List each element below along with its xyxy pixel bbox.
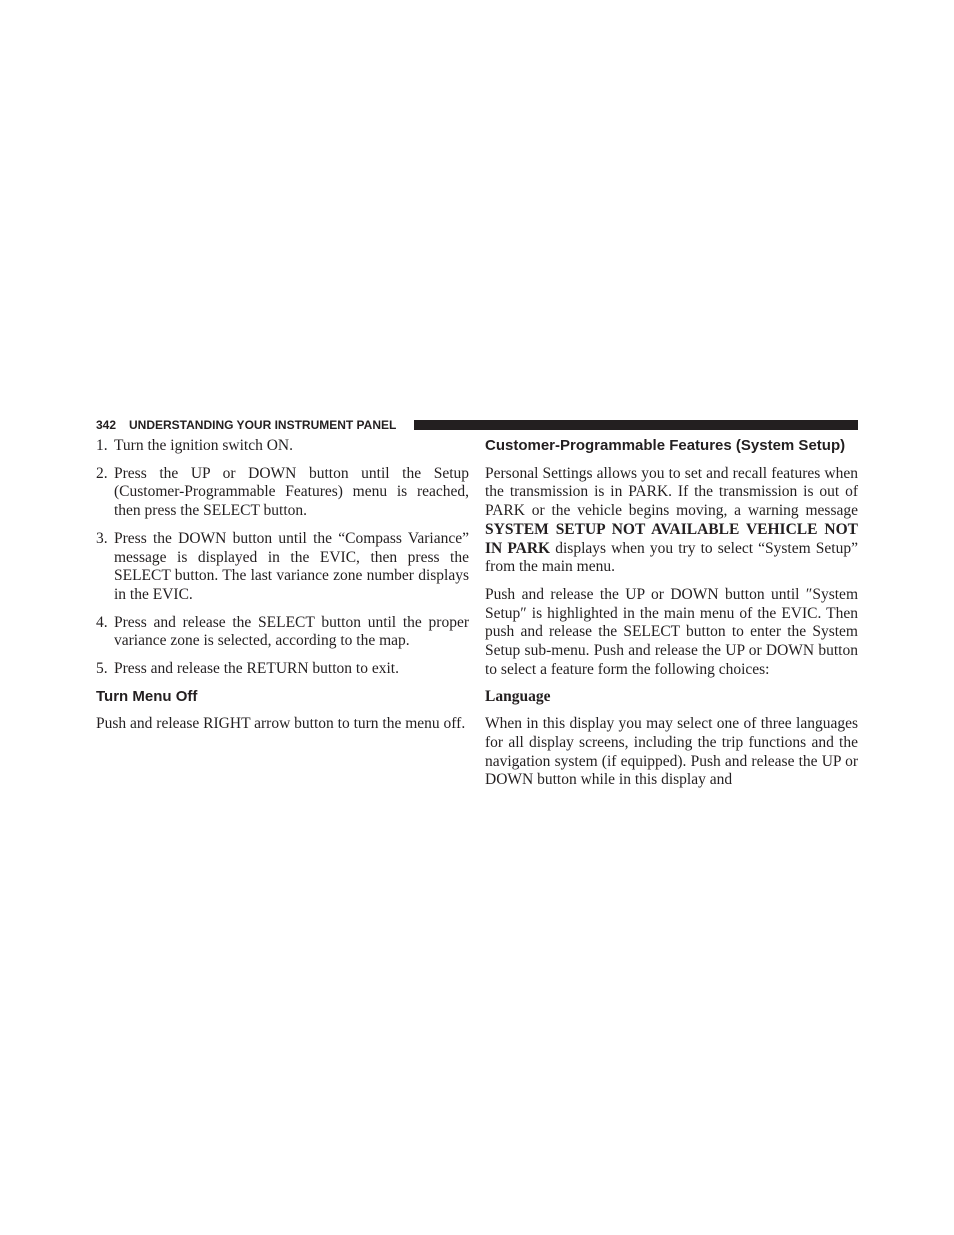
step-text: Press the UP or DOWN button until the Setup (Customer-Programmable Features) menu is reached, then press the SELECT button. xyxy=(114,464,469,520)
compass-variance-steps xyxy=(96,437,469,679)
list-item xyxy=(96,465,469,521)
language-heading: Language xyxy=(485,688,551,706)
step-number: 3. xyxy=(96,529,108,547)
page-header xyxy=(96,417,858,433)
step-text: Press and release the SELECT button until the proper variance zone is selected, according to the map. xyxy=(114,613,469,650)
list-item xyxy=(96,437,469,456)
step-number: 2. xyxy=(96,464,108,482)
list-item xyxy=(96,530,469,605)
page-number: 342 xyxy=(96,418,117,432)
list-item xyxy=(96,614,469,651)
step-text: Press and release the RETURN button to exit. xyxy=(114,660,399,678)
step-text: Press the DOWN button until the “Compass Variance” message is displayed in the EVIC, then press the SELECT button. The last variance zone number displays in the EVIC. xyxy=(114,529,469,603)
system-setup-paragraph: Push and release the UP or DOWN button until ″System Setup″ is highlighted in the main menu of the EVIC. Then push and release the SELECT button to enter the System Setup sub-menu. Push and release the UP or DOWN button to select a feature form the following choices: xyxy=(485,585,858,678)
warning-message: SYSTEM SETUP NOT AVAILABLE VEHICLE NOT IN PARK xyxy=(485,520,858,557)
personal-settings-paragraph xyxy=(485,465,858,577)
step-number: 4. xyxy=(96,613,108,631)
paragraph-text: Personal Settings allows you to set and recall features when the transmission is in PARK. If the transmission is out of PARK or the vehicle begins moving, a warning message xyxy=(485,464,858,520)
section-title: UNDERSTANDING YOUR INSTRUMENT PANEL xyxy=(129,418,397,432)
turn-menu-off-paragraph: Push and release RIGHT arrow button to turn the menu off. xyxy=(96,715,466,733)
left-column xyxy=(96,437,469,743)
list-item xyxy=(96,660,469,679)
header-rule xyxy=(414,420,858,430)
system-setup-heading: Customer-Programmable Features (System Setup) xyxy=(485,437,846,454)
step-number: 5. xyxy=(96,660,108,678)
step-number: 1. xyxy=(96,437,108,454)
right-column xyxy=(485,437,858,799)
language-paragraph: When in this display you may select one of three languages for all display screens, including the trip functions and the navigation system (if equipped). Push and release the UP or DOWN button while in this display and xyxy=(485,715,858,789)
step-text: Turn the ignition switch ON. xyxy=(114,437,293,454)
turn-menu-off-heading: Turn Menu Off xyxy=(96,687,198,705)
paragraph-text: displays when you try to select “System Setup” from the main menu. xyxy=(485,539,858,576)
